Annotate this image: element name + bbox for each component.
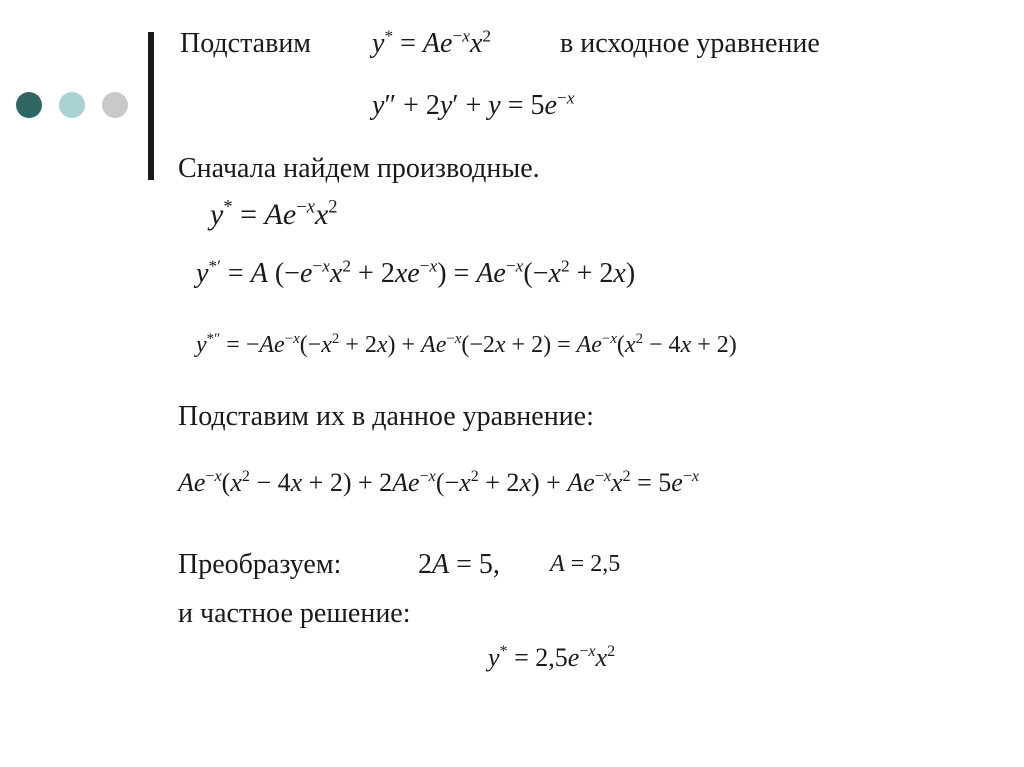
text-substitute-them: Подставим их в данное уравнение:: [178, 401, 594, 432]
text-find-derivatives: Сначала найдем производные.: [178, 153, 540, 184]
decor-vertical-bar: [148, 32, 154, 180]
eq-A-value: A = 2,5: [550, 551, 621, 577]
eq-second-derivative: $y^{*''} = -Ae^{-x}(-x^2 + 2x) + Ae^{-x}(-2x + 2) = Ae^{-x}(x^2 - 4x + 2)$: [196, 330, 737, 358]
eq-ystar: $y^* = Ae^{-x}x^2$: [210, 196, 338, 231]
eq-original: $y'' + 2y' + y = 5e^{-x}$: [372, 88, 575, 121]
eq-solution: $y^* = 2,5e^{-x}x^2$: [488, 643, 616, 672]
text-original-equation: в исходное уравнение: [560, 28, 820, 59]
eq-first-derivative: y*′ = A $(-e^{-x}x^2 + 2xe^{-x}) = Ae^{-x}(-x^2 + 2x)$: [196, 256, 636, 289]
eq-2A: 2A = 5,: [418, 549, 500, 580]
text-particular-solution: и частное решение:: [178, 598, 411, 629]
decor-dot-gray: [102, 92, 128, 118]
decor-dot-dark: [16, 92, 42, 118]
eq-guess: $y^* = Ae^{-x}x^2$: [372, 26, 492, 59]
text-transform: Преобразуем:: [178, 549, 342, 580]
decor-dot-light: [59, 92, 85, 118]
eq-substituted: $Ae^{-x}(x^2 - 4x + 2) + 2Ae^{-x}(-x^2 + 2x) + Ae^{-x}x^2 = 5e^{-x}$: [178, 468, 700, 497]
text-substitute-label: Подставим: [180, 28, 312, 59]
